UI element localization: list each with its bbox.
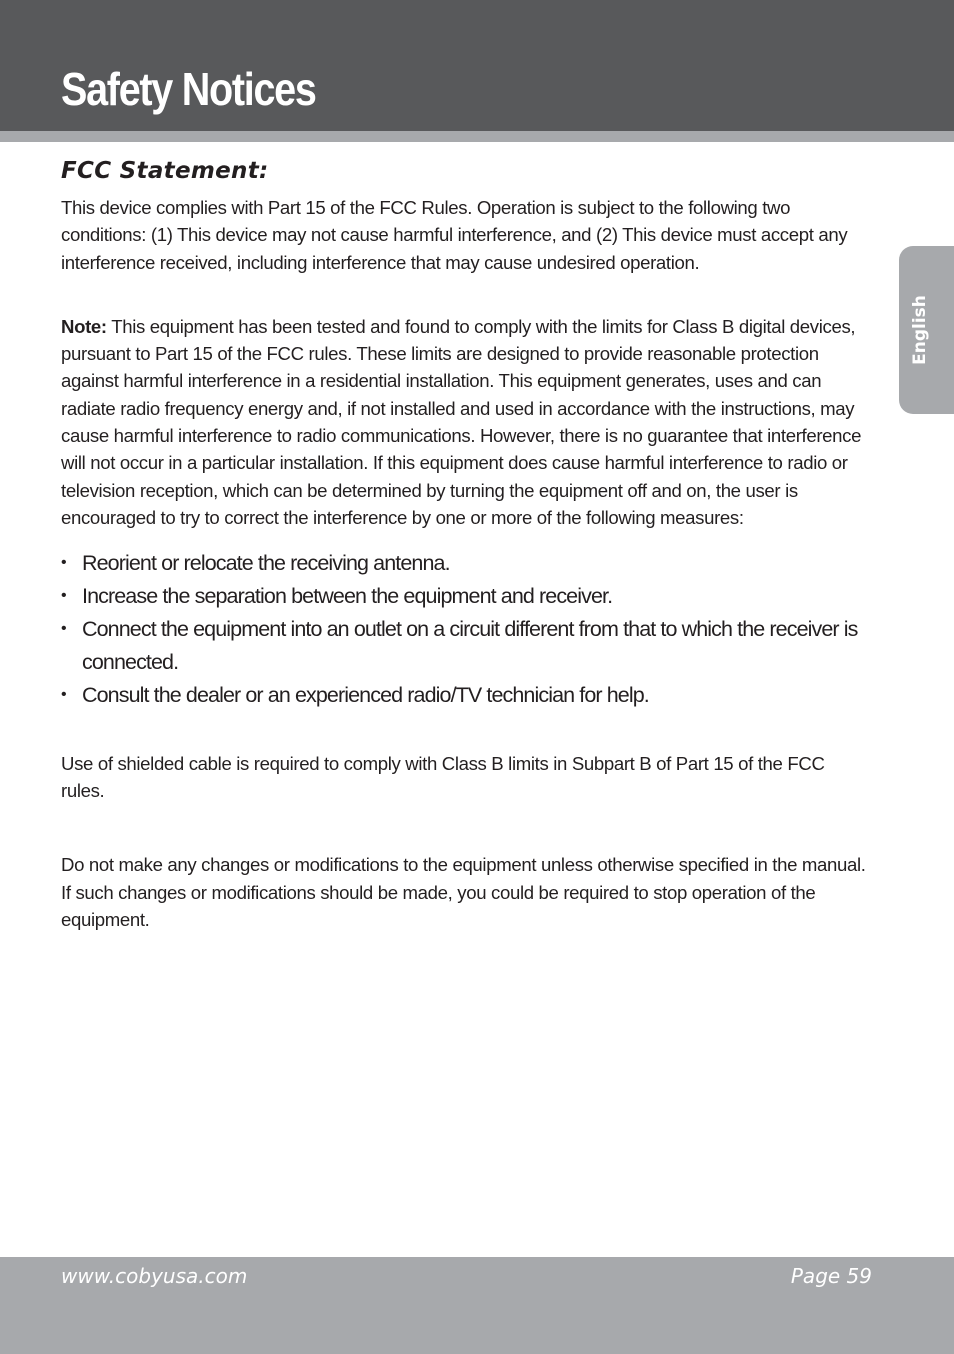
list-item-text: Connect the equipment into an outlet on a circuit different from that to which the receiver is connected. — [82, 617, 858, 675]
header-stripe — [0, 131, 954, 142]
list-item — [61, 580, 871, 613]
page-number: Page 59 — [790, 1264, 872, 1288]
footer-url: www.cobyusa.com — [61, 1264, 248, 1288]
language-tab-label: English — [910, 295, 930, 365]
bullet-icon: • — [61, 587, 66, 605]
main-content — [61, 158, 871, 933]
bullet-icon: • — [61, 686, 66, 704]
list-item-text: Increase the separation between the equipment and receiver. — [82, 584, 613, 609]
note-label: Note: — [61, 315, 107, 337]
section-heading: FCC Statement: — [61, 158, 269, 184]
list-item-text: Reorient or relocate the receiving antenna. — [82, 551, 450, 576]
measures-list — [61, 547, 871, 711]
shielded-cable-paragraph: Use of shielded cable is required to comply with Class B limits in Subpart B of Part 15 of the FCC rules. — [61, 752, 825, 802]
bullet-icon: • — [61, 620, 66, 638]
note-paragraph — [61, 313, 871, 531]
list-item — [61, 547, 871, 580]
page-title: Safety Notices — [61, 63, 316, 115]
list-item-text: Consult the dealer or an experienced radio/TV technician for help. — [82, 683, 649, 708]
compliance-paragraph: This device complies with Part 15 of the FCC Rules. Operation is subject to the following two conditions: (1) This device may not cause harmful interference, and (2) This device must accept any interference received, including interference that may cause undesired operation. — [61, 197, 848, 273]
list-item — [61, 679, 871, 712]
list-item — [61, 613, 871, 678]
note-text: This equipment has been tested and found to comply with the limits for Class B digital devices, pursuant to Part 15 of the FCC rules. These limits are designed to provide reasonable protection against harmful interference in a residential installation. This equipment generates, uses and can radiate radio frequency energy and, if not installed and used in accordance with the instructions, may cause harmful interference to radio communications. However, there is no guarantee that interference will not occur in a particular installation. If this equipment does cause harmful interference to radio or television reception, which can be determined by turning the equipment off and on, the user is encouraged to try to correct the interference by one or more of the following measures: — [61, 315, 862, 528]
modifications-paragraph: Do not make any changes or modifications to the equipment unless otherwise specified in the manual. If such changes or modifications should be made, you could be required to stop operation of the equipment. — [61, 854, 866, 930]
bullet-icon: • — [61, 554, 66, 572]
